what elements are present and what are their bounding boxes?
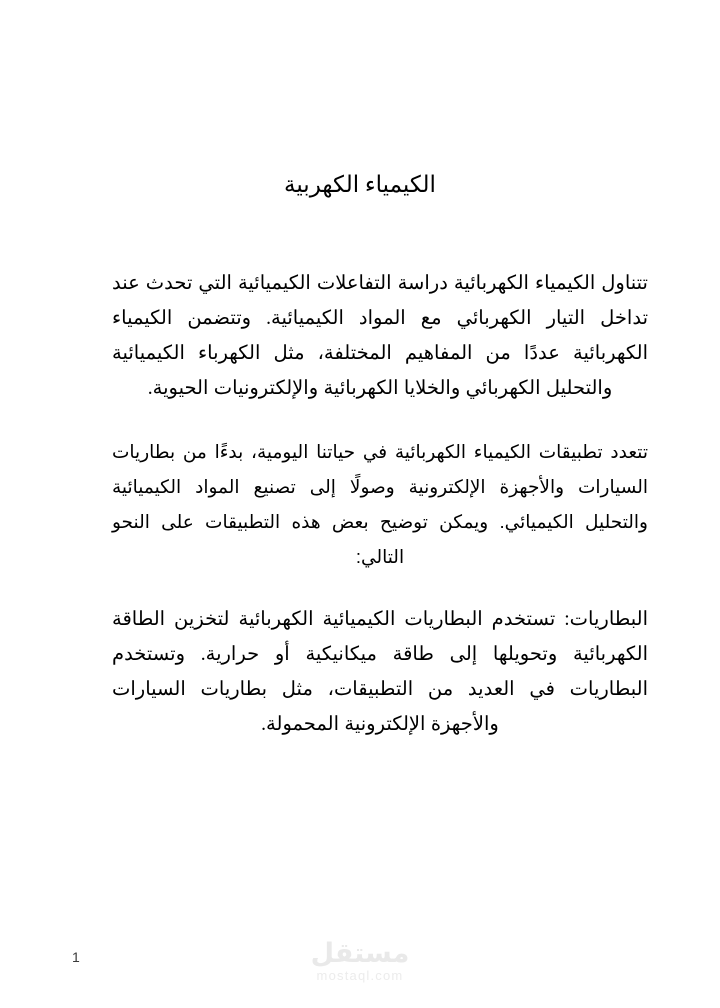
page-title: الكيمياء الكهربية [284, 172, 436, 198]
watermark-arabic-text: مستقل [310, 938, 410, 968]
paragraph-intro: تتناول الكيمياء الكهربائية دراسة التفاعلات الكيميائية التي تحدث عند تداخل التيار الكهربائي مع المواد الكيميائية. وتتضمن الكيمياء الكهربائية عددًا من المفاهيم المختلفة، مثل الكهرباء الكيميائية والتحليل الكهربائي والخلايا الكهربائية والإلكترونيات الحيوية. [112, 273, 648, 399]
watermark-url-text: mostaql.com [316, 968, 404, 983]
paragraph-batteries: البطاريات: تستخدم البطاريات الكيميائية الكهربائية لتخزين الطاقة الكهربائية وتحويلها إلى طاقة ميكانيكية أو حرارية. وتستخدم البطاريات في العديد من التطبيقات، مثل بطاريات السيارات والأجهزة الإلكترونية المحمولة. [112, 609, 648, 735]
page-number: 1 [72, 949, 80, 965]
paragraph-applications: تتعدد تطبيقات الكيمياء الكهربائية في حياتنا اليومية، بدءًا من بطاريات السيارات والأجهزة الإلكترونية وصولًا إلى تصنيع المواد الكيميائية والتحليل الكيميائي. ويمكن توضيح بعض هذه التطبيقات على النحو التالي: [112, 441, 648, 567]
document-body [112, 266, 648, 742]
